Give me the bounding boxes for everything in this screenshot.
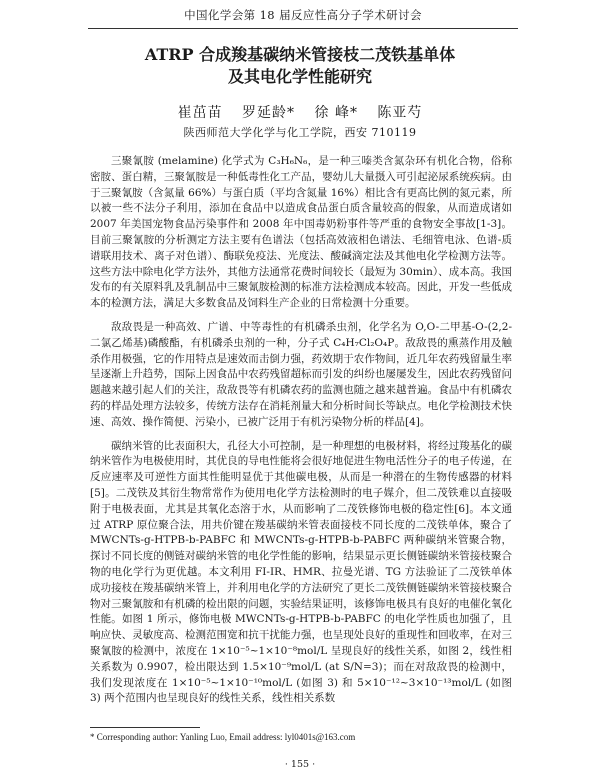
author-name: 徐 峰*: [314, 105, 358, 121]
article-title-line-2: 及其电化学性能研究: [227, 67, 372, 86]
body-paragraph-melamine: 三聚氰胺 (melamine) 化学式为 C₃H₆N₆，是一种三嗪类含氮杂环有机化合物，俗称密胺、蛋白精，三聚氰胺是一种低毒性化工产品，婴幼儿大量摄入可引起泌尿系统疾病。由于三聚氰胺（含氮量 66%）与蛋白质（平均含氮量 16%）相比含有更高比例的氮元素，所以被一些不法分子利用，添加在食品中以造成食品蛋白质含量较高的假象，从而造成诸如 2007 年美国宠物食品污染事件和 2008 年中国毒奶粉事件等严重的食物安全事故[1-3]。目前三聚氰胺的分析测定方法主要有色谱法（包括高效液相色谱法、毛细管电泳、色谱-质谱联用技术、离子对色谱）、酶联免疫法、光度法、酸碱滴定法及其他电化学检测方法等。这些方法中除电化学方法外，其他方法通常花费时间较长（最短为 30min）、成本高。我国发布的有关原料乳及乳制品中三聚氰胺检测的标准方法检测成本较高。因此，开发一些低成本的检测方法，满足大多数食品及饲料生产企业的日常检测十分重要。: [90, 155, 512, 310]
running-header: 中国化学会第 18 届反应性高分子学术研讨会: [88, 7, 518, 29]
author-list: [60, 102, 540, 122]
author-name: 崔茁苗: [177, 105, 223, 121]
article-title: [40, 44, 560, 88]
body-paragraph-dichlorvos: 敌敌畏是一种高效、广谱、中等毒性的有机磷杀虫剂，化学名为 O,O-二甲基-O-(2,2-二氯乙烯基)磷酸酯，有机磷杀虫剂的一种，分子式 C₄H₇Cl₂O₄P。敌敌畏的熏蒸作用及触杀作用极强，它的作用特点是速效而击倒力强，药效期于农作物间，近几年农药残留量生率呈逐渐上升趋势，国际上因食品中农药残留超标而引发的纠纷也屡屡发生，因此农药残留问题越来越引起人们的关注，敌敌畏等有机磷农药的监测也随之越来越普遍。食品中有机磷农药的样品处理方法较多，传统方法存在消耗剂量大和分析时间长等缺点。电化学检测技术快速、高效、操作简便、污染小，已被广泛用于有机污染物分析的样品[4]。: [90, 320, 512, 428]
corresponding-author-footnote: * Corresponding author: Yanling Luo, Email address: lyl0401s@163.com: [90, 732, 356, 742]
author-name: 罗延龄*: [242, 105, 296, 121]
article-title-line-1: ATRP 合成羧基碳纳米管接枝二茂铁基单体: [144, 45, 456, 64]
author-affiliation: 陕西师范大学化学与化工学院，西安 710119: [183, 126, 417, 139]
author-name: 陈亚芍: [377, 105, 423, 121]
footnote-divider: [90, 727, 200, 728]
page-number: · 155 ·: [284, 759, 316, 770]
article-body: [90, 154, 512, 707]
body-paragraph-carbon-nanotubes: 碳纳米管的比表面积大，孔径大小可控制，是一种理想的电极材料，将经过羧基化的碳纳米管作为电极使用时，其优良的导电性能将会很好地促进生物电活性分子的电子传递，在反应速率及可逆性方面其性能明显优于其他碳电极，从而是一种潜在的生物传感器的材料[5]。二茂铁及其衍生物常常作为使用电化学方法检测时的电子媒介，但二茂铁难以直接吸附于电极表面，尤其是其氧化态溶于水，从而影响了二茂铁修饰电极的稳定性[6]。本文通过 ATRP 原位聚合法，用共价键在羧基碳纳米管表面接枝不同长度的二茂铁单体，聚合了 MWCNTs-g-HTPB-b-PABFC 和 MWCNTs-g-HTPB-b-PABFC 两种碳纳米管聚合物，探讨不同长度的侧链对碳纳米管的电化学性能的影响，结果显示更长侧链碳纳米管接枝聚合物的电化学行为更优越。本文利用 FI-IR、HMR、拉曼光谱、TG 方法验证了二茂铁单体成功接枝在羧基碳纳米管上，并利用电化学的方法研究了更长二茂铁侧链碳纳米管接枝聚合物对三聚氰胺和有机磷的检出限的问题，实验结果证明，该修饰电极具有良好的电催化氧化性能。如图 1 所示，修饰电极 MWCNTs-g-HTPB-b-PABFC 的电化学性质也加强了，且响应快、灵敏度高、检测范围宽和抗干扰能力强，也呈现处良好的重现性和回收率，在对三聚氰胺的检测中，浓度在 1×10⁻⁵~1×10⁻⁸mol/L 呈现良好的线性关系，如图 2，线性相关系数为 0.9907，检出限达到 1.5×10⁻⁹mol/L (at S/N=3)；而在对敌敌畏的检测中，我们发现浓度在 1×10⁻⁵~1×10⁻¹⁰mol/L (如图 3) 和 5×10⁻¹²~3×10⁻¹³mol/L (如图 3) 两个范围内也呈现良好的线性关系，线性相关系数: [90, 439, 512, 705]
